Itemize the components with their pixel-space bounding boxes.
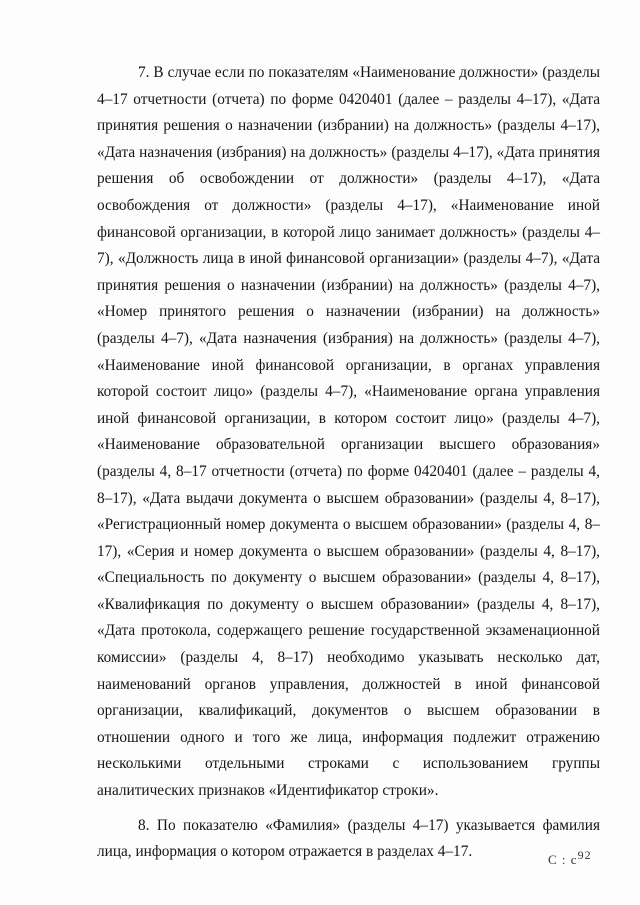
footer-stamp-text: С : с: [548, 852, 578, 867]
paragraph-8: 8. По показателю «Фамилия» (разделы 4–17) указывается фамилия лица, информация о котором отражается в разделах 4–17.: [97, 816, 600, 861]
paragraph-7: 7. В случае если по показателям «Наименование должности» (разделы 4–17 отчетности (отчета) по форме 0420401 (далее – разделы 4–17), «Дата принятия решения о назначении (избрании) на должность» (разделы 4–17), «Дата назначения (избрания) на должность» (разделы 4–17), «Дата принятия решения об освобождении от должности» (разделы 4–17), «Дата освобождения от должности» (разделы 4–17), «Наименование иной финансовой организации, в которой лицо занимает должность» (разделы 4–7), «Должность лица в иной финансовой организации» (разделы 4–7), «Дата принятия решения о назначении (избрании) на должность» (разделы 4–7), «Номер принятого решения о назначении (избрании) на должность» (разделы 4–7), «Дата назначения (избрания) на должность» (разделы 4–7), «Наименование иной финансовой организации, в органах управления которой состоит лицо» (разделы 4–7), «Наименование органа управления иной финансовой организации, в котором состоит лицо» (разделы 4–7), «Наименование образовательной организации высшего образования» (разделы 4, 8–17 отчетности (отчета) по форме 0420401 (далее – разделы 4, 8–17), «Дата выдачи документа о высшем образовании» (разделы 4, 8–17), «Регистрационный номер документа о высшем образовании» (разделы 4, 8–17), «Серия и номер документа о высшем образовании» (разделы 4, 8–17), «Специальность по документу о высшем образовании» (разделы 4, 8–17), «Квалификация по документу о высшем образовании» (разделы 4, 8–17), «Дата протокола, содержащего решение государственной экзаменационной комиссии» (разделы 4, 8–17) необходимо указывать несколько дат, наименований органов управления, должностей в иной финансовой организации, квалификаций, документов о высшем образовании в отношении одного и того же лица, информация подлежит отражению несколькими отдельными строками с использованием группы аналитических признаков «Идентификатор строки».: [97, 64, 600, 800]
page-footer-mark: [548, 848, 592, 868]
page-number: 92: [577, 848, 592, 862]
document-body: [97, 60, 600, 866]
